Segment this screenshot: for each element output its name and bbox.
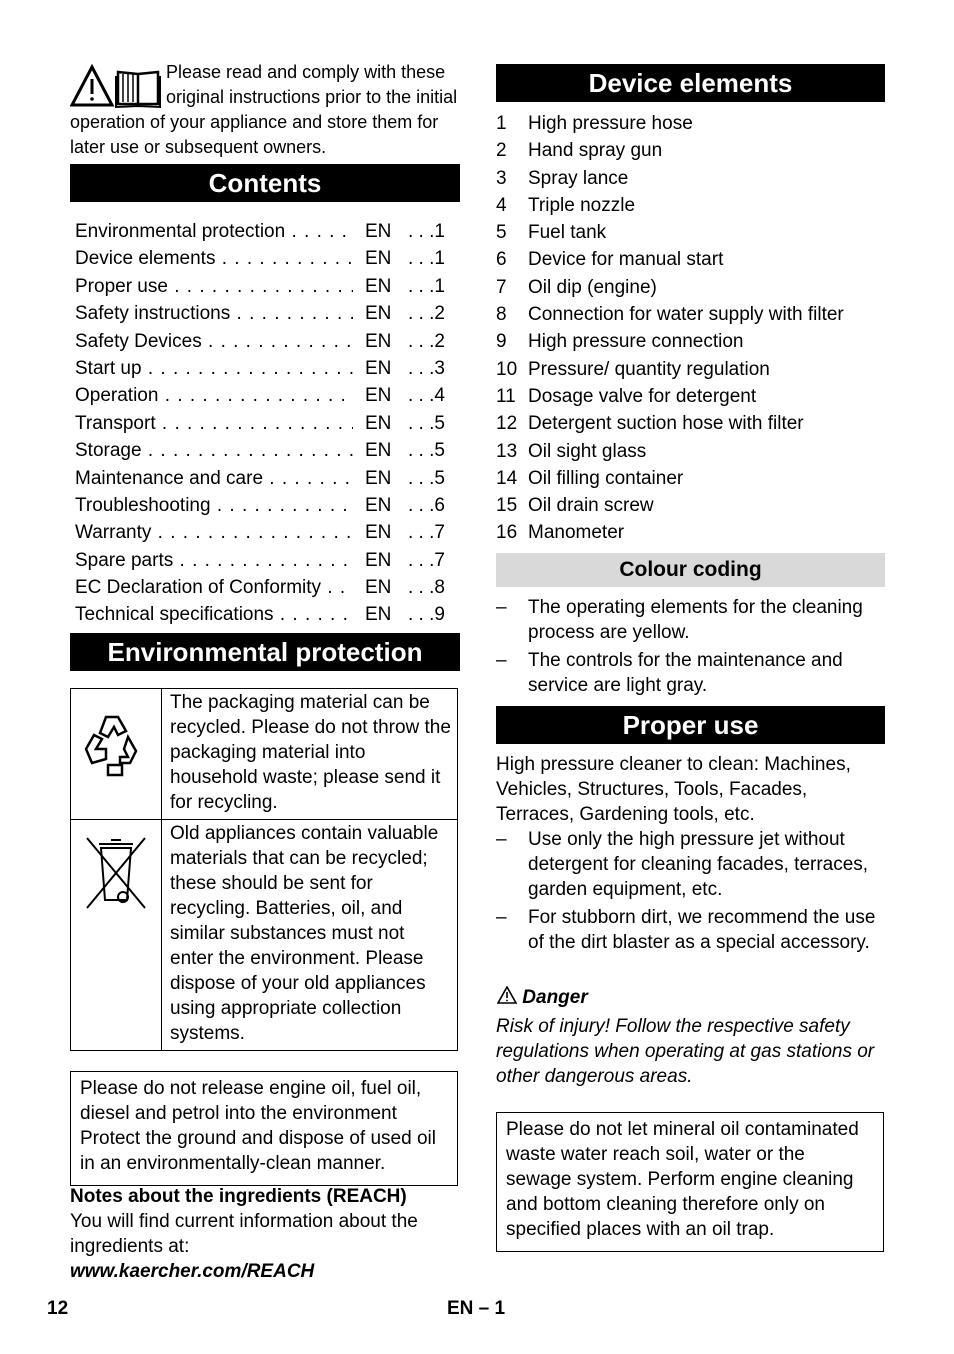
dash-bullet: – [496,597,507,618]
contents-entry-title: Technical specifications . . . [75,601,353,628]
contents-entry-lang: EN [365,385,392,407]
device-element-number: 12 [496,413,518,435]
device-element-item [496,192,886,219]
mineral-oil-box [496,1112,884,1252]
environment-heading: Environmental protection [70,633,460,671]
contents-entry-title: Safety Devices . . . [75,328,353,355]
device-element-label: Manometer [528,522,625,544]
contents-entry-page: . . .2 [408,303,445,325]
proper-use-list [496,827,888,958]
disposal-text: Old appliances contain valuable materials that can be recycled; these should be sent for recycling. Batteries, oil, and similar substances must not enter the environment. Please dispose of your old appliances using appropriate collection systems. [162,820,458,1051]
oil-notice-box [70,1071,458,1186]
device-element-number: 13 [496,440,518,462]
contents-entry [75,465,460,492]
contents-entry [75,547,460,574]
contents-entry-lang: EN [365,412,392,434]
intro-text: Please read and comply with these original instructions prior to the initial operation of your appliance and store them for later use or subsequent owners. [70,62,458,157]
device-element-item [496,274,886,301]
proper-use-intro: High pressure cleaner to clean: Machines, Vehicles, Structures, Tools, Facades, Terraces, Gardening tools, etc. [496,754,851,825]
device-element-label: Triple nozzle [528,194,636,216]
recycle-row [71,689,458,820]
device-element-item [496,301,886,328]
contents-entry [75,410,460,437]
danger-text: Risk of injury! Follow the respective safety regulations when operating at gas stations or other dangerous areas. [496,1016,875,1087]
contents-entry [75,601,460,628]
contents-entry-lang: EN [365,494,392,516]
dash-bullet: – [496,907,507,928]
contents-entry-lang: EN [365,549,392,571]
device-element-label: Fuel tank [528,222,607,244]
device-element-item [496,519,886,546]
colour-coding-list [496,595,888,701]
contents-entry-lang: EN [365,577,392,599]
disposal-row [71,820,458,1051]
device-element-number: 3 [496,167,507,189]
device-element-label: Oil drain screw [528,495,654,517]
device-element-number: 6 [496,249,507,271]
device-elements-heading: Device elements [496,64,885,102]
colour-coding-item [496,648,888,698]
contents-entry-title: Spare parts . . . [75,547,353,574]
proper-use-item-text: For stubborn dirt, we recommend the use of the dirt blaster as a special accessory. [528,907,876,953]
contents-entry [75,492,460,519]
device-element-item [496,492,886,519]
device-element-label: Pressure/ quantity regulation [528,358,770,380]
oil-notice-text: Please do not release engine oil, fuel oil, diesel and petrol into the environment Protect the ground and dispose of used oil in an environmentally-clean manner. [80,1078,436,1174]
contents-entry [75,300,460,327]
device-element-item [496,356,886,383]
device-element-item [496,219,886,246]
proper-use-item [496,905,888,955]
contents-entry-page: . . .8 [408,577,445,599]
colour-coding-item [496,595,888,645]
device-element-item [496,246,886,273]
reach-heading: Notes about the ingredients (REACH) [70,1186,407,1207]
intro-notice [70,60,462,160]
warning-icon [497,986,517,1004]
device-element-label: Connection for water supply with filter [528,304,844,326]
device-element-number: 16 [496,522,518,544]
contents-entry-page: . . .1 [408,248,445,270]
device-element-number: 4 [496,194,507,216]
contents-entry-page: . . .9 [408,604,445,626]
contents-entry [75,273,460,300]
device-element-number: 11 [496,385,516,407]
contents-entry-lang: EN [365,248,392,270]
recycle-text: The packaging material can be recycled. Please do not throw the packaging material into household waste; please send it for recycling. [162,689,458,820]
contents-entry [75,574,460,601]
warning-manual-icon [70,64,162,110]
contents-entry-lang: EN [365,604,392,626]
device-element-item [496,328,886,355]
contents-entry-lang: EN [365,330,392,352]
device-element-number: 2 [496,140,507,162]
device-element-number: 9 [496,331,507,353]
contents-entry-title: Device elements . . . [75,245,353,272]
contents-entry [75,355,460,382]
reach-text: You will find current information about the ingredients at: [70,1211,418,1257]
contents-entry [75,245,460,272]
environment-table [70,688,458,1051]
contents-entry-title: Environmental protection . . . [75,218,353,245]
device-element-item [496,465,886,492]
device-element-label: Detergent suction hose with filter [528,413,804,435]
device-element-item [496,383,886,410]
contents-entry-title: Warranty . . . [75,519,353,546]
device-element-label: Device for manual start [528,249,724,271]
device-element-label: Spray lance [528,167,629,189]
contents-entry-page: . . .2 [408,330,445,352]
contents-entry-lang: EN [365,275,392,297]
contents-entry-page: . . .5 [408,412,445,434]
device-element-item [496,410,886,437]
contents-entry-title: Troubleshooting . . . [75,492,353,519]
device-element-number: 10 [496,358,518,380]
contents-entry-title: Storage . . . [75,437,353,464]
dash-bullet: – [496,829,507,850]
contents-entry-page: . . .6 [408,494,445,516]
device-element-number: 1 [496,113,507,134]
device-element-item [496,110,886,137]
device-element-number: 14 [496,467,518,489]
colour-coding-item-text: The operating elements for the cleaning process are yellow. [528,597,863,643]
device-element-item [496,438,886,465]
device-element-label: Hand spray gun [528,140,663,162]
proper-use-item-text: Use only the high pressure jet without detergent for cleaning facades, terraces, garden equipment, etc. [528,829,869,900]
page-label: EN – 1 [447,1298,506,1319]
device-element-number: 15 [496,495,518,517]
reach-link[interactable]: www.kaercher.com/REACH [70,1261,315,1282]
contents-entry [75,328,460,355]
contents-entry-lang: EN [365,357,392,379]
contents-entry-title: Proper use . . . [75,273,353,300]
mineral-oil-text: Please do not let mineral oil contaminated waste water reach soil, water or the sewage system. Perform engine cleaning and bottom cleaning therefore only on specified places with an oil trap. [506,1119,859,1240]
contents-entry [75,218,460,245]
contents-entry [75,519,460,546]
contents-entry-lang: EN [365,440,392,462]
contents-entry [75,382,460,409]
contents-heading: Contents [70,164,460,202]
contents-entry-title: EC Declaration of Conformity . . . [75,574,353,601]
device-element-label: Oil sight glass [528,440,647,462]
contents-entry-title: Operation . . . [75,382,353,409]
device-elements-list [496,110,886,547]
crossed-bin-icon [81,834,151,914]
proper-use-item [496,827,888,902]
contents-entry-page: . . .3 [408,357,445,379]
contents-entry-lang: EN [365,303,392,325]
colour-coding-item-text: The controls for the maintenance and service are light gray. [528,650,843,696]
contents-entry-lang: EN [365,467,392,489]
device-element-label: Oil dip (engine) [528,276,657,298]
contents-entry-lang: EN [365,522,392,544]
proper-use-heading: Proper use [496,706,885,744]
device-element-label: High pressure connection [528,331,744,353]
contents-entry-title: Maintenance and care . . . [75,465,353,492]
contents-entry [75,437,460,464]
device-element-label: High pressure hose [528,113,693,134]
contents-entry-title: Safety instructions . . . [75,300,353,327]
device-element-number: 5 [496,222,507,244]
contents-entry-page: . . .4 [408,385,445,407]
contents-entry-page: . . .7 [408,549,445,571]
recycling-icon [78,705,154,785]
colour-coding-heading: Colour coding [496,553,885,587]
device-element-item [496,165,886,192]
danger-label: Danger [522,987,588,1008]
contents-entry-page: . . .5 [408,467,445,489]
contents-entry-title: Transport . . . [75,410,353,437]
contents-entry-lang: EN [365,221,392,242]
device-element-number: 7 [496,276,507,298]
device-element-label: Oil filling container [528,467,684,489]
contents-entry-page: . . .5 [408,440,445,462]
device-element-number: 8 [496,304,507,326]
dash-bullet: – [496,650,507,671]
reach-section [70,1184,462,1284]
contents-entry-page: . . .1 [408,221,445,242]
device-element-label: Dosage valve for detergent [528,385,757,407]
contents-list [75,218,460,629]
device-element-item [496,137,886,164]
page-number: 12 [47,1298,69,1319]
contents-entry-page: . . .1 [408,275,445,297]
contents-entry-title: Start up . . . [75,355,353,382]
contents-entry-page: . . .7 [408,522,445,544]
danger-label-row [497,985,889,1010]
